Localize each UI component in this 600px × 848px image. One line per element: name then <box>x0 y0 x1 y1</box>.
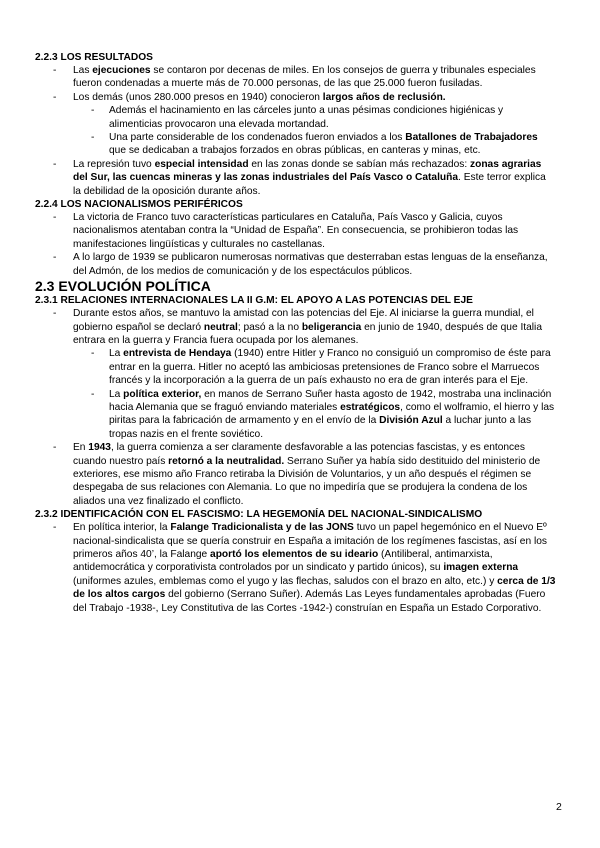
page-number: 2 <box>556 801 562 813</box>
paragraph-batallones: - Una parte considerable de los condenados fueron enviados a los Batallones de Trabajadores que se dedicaban a trabajos forzados en obras públicas, en canteras y minas, etc. <box>91 132 538 157</box>
paragraph-normativas-1939: - A lo largo de 1939 se publicaron numerosas normativas que desterraban estas lenguas de la enseñanza, del Admón, de los medios de comunicación y de los espectáculos públicos. <box>53 252 548 277</box>
paragraph-hendaya: - La entrevista de Hendaya (1940) entre Hitler y Franco no consiguió un compromiso de éste para entrar en la guerra. Hitler no aceptó las ambiciosas pretensiones de Franco sobre el Marruecos francés y la incorporación a la guerra de un país exhausto no era de gran interés para el Eje. <box>91 348 551 387</box>
paragraph-falange: - En política interior, la Falange Tradicionalista y de las JONS tuvo un papel hegemónico en el Nuevo Eº nacional-sindicalista que se quería construir en España a imitación de los regímenes fascistas, así en los primeros años 40’, la Falange aportó los elementos de su ideario (Antiliberal, antimarxista, antidemocrática y corporativista controlados por un sindicato y partido únicos), su imagen externa (uniformes azules, emblemas como el yugo y las flechas, saludos con el brazo en alto, etc.) y cerca de 1/3 de los altos cargos del gobierno (Serrano Suñer). Además Las Leyes fundamentales aprobadas (Fuero del Trabajo -1938-, Ley Constitutiva de las Cortes -1942-) construían en España un Estado Corporativo. <box>53 522 556 614</box>
paragraph-politica-exterior: - La política exterior, en manos de Serrano Suñer hasta agosto de 1942, mostraba una inclinación hacia Alemania que se fraguó enviando materiales estratégicos, como el wolframio, el hierro y las piritas para la fabricación de armamento y en el envío de la División Azul a luchar junto a las tropas nazis en el frente soviético. <box>91 388 555 440</box>
paragraph-reclusion: - Los demás (unos 280.000 presos en 1940) conocieron largos años de reclusión. <box>53 91 446 103</box>
section-heading-nacionalismos: 2.2.4 LOS NACIONALISMOS PERIFÉRICOS <box>35 199 243 211</box>
paragraph-ejecuciones: - Las ejecuciones se contaron por decenas de miles. En los consejos de guerra y tribunales especiales fueron condenadas a muerte más de 70.000 personas, de las que 25.000 fueron fusiladas. <box>53 65 536 90</box>
paragraph-represion: - La represión tuvo especial intensidad en las zonas donde se sabían más rechazados: zonas agrarias del Sur, las cuencas mineras y las zonas industriales del País Vasco o Cataluña. Este terror explica la debilidad de la oposición durante años. <box>53 158 546 197</box>
paragraph-1943: - En 1943, la guerra comienza a ser claramente desfavorable a las potencias fascistas, y es entonces cuando nuestro país retornó a la neutralidad. Serrano Suñer ya había sido destituido del ministerio de exteriores, ese mismo año Franco retiraba la División de Voluntarios, y un año después el régimen se despegaba de sus relaciones con Alemania. Lo que no impediría que se produjera la condena de los aliados una vez finalizado el conflicto. <box>53 442 541 507</box>
paragraph-neutral: - Durante estos años, se mantuvo la amistad con las potencias del Eje. Al iniciarse la guerra mundial, el gobierno español se declaró neutral; pasó a la no beligerancia en junio de 1940, después de que Italia entrara en la guerra y Francia fuera ocupada por los alemanes. <box>53 308 542 346</box>
section-heading-identificacion: 2.3.2 IDENTIFICACIÓN CON EL FASCISMO: LA HEGEMONÍA DEL NACIONAL-SINDICALISMO <box>35 509 483 521</box>
paragraph-victoria-franco: - La victoria de Franco tuvo características particulares en Cataluña, País Vasco y Galicia, cuyos nacionalismos atentaban contra la “Unidad de España”. En consecuencia, se prohibieron todas las manifestaciones lingüísticas y culturales no castellanas. <box>53 212 519 250</box>
section-heading-relaciones: 2.3.1 RELACIONES INTERNACIONALES LA II G.M: EL APOYO A LAS POTENCIAS DEL EJE <box>35 295 473 307</box>
paragraph-hacinamiento: - Además el hacinamiento en las cárceles junto a unas pésimas condiciones higiénicas y alimenticias provocaron una elevada mortandad. <box>91 105 504 130</box>
section-heading-evolucion-politica: 2.3 EVOLUCIÓN POLÍTICA <box>35 278 211 295</box>
section-heading-resultados: 2.2.3 LOS RESULTADOS <box>35 52 153 63</box>
